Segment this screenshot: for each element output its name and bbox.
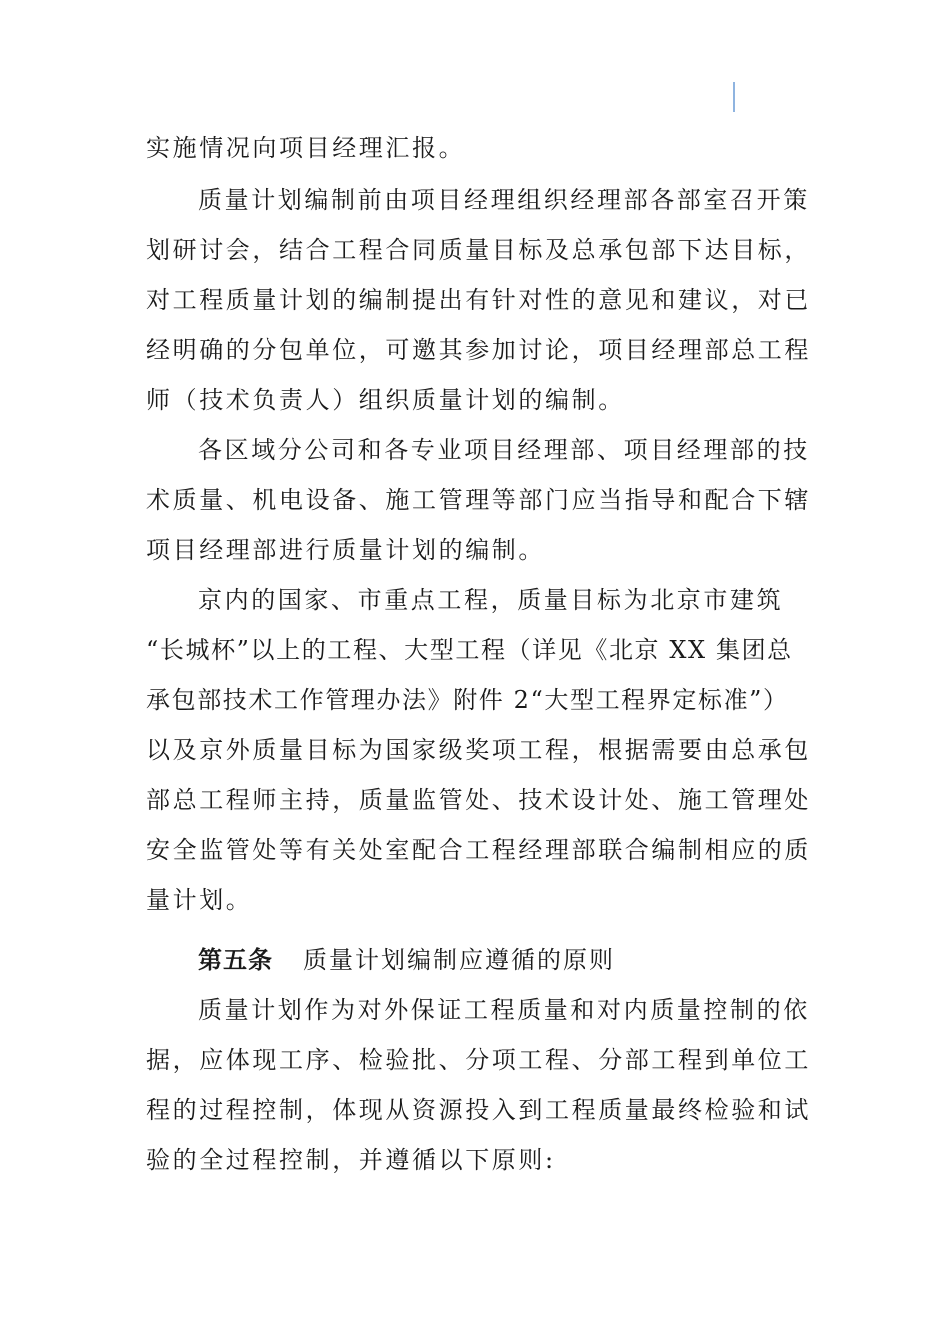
text-cursor-marker <box>733 82 735 112</box>
section-paragraph-line-4: 验的全过程控制，并遵循以下原则: <box>146 1146 556 1174</box>
section-title: 质量计划编制应遵循的原则 <box>303 946 615 974</box>
paragraph-2-line-2: 划研讨会，结合工程合同质量目标及总承包部下达目标， <box>146 236 811 264</box>
section-heading <box>198 940 615 980</box>
section-paragraph-line-1: 质量计划作为对外保证工程质量和对内质量控制的依 <box>198 996 810 1024</box>
paragraph-2-line-4: 经明确的分包单位，可邀其参加讨论，项目经理部总工程 <box>146 336 811 364</box>
paragraph-2-line-1: 质量计划编制前由项目经理组织经理部各部室召开策 <box>198 186 810 214</box>
paragraph-4-line-4: 以及京外质量目标为国家级奖项工程，根据需要由总承包 <box>146 736 811 764</box>
paragraph-4-line-1: 京内的国家、市重点工程，质量目标为北京市建筑 <box>198 586 784 614</box>
section-paragraph-line-2: 据，应体现工序、检验批、分项工程、分部工程到单位工 <box>146 1046 811 1074</box>
paragraph-4-line-5: 部总工程师主持，质量监管处、技术设计处、施工管理处 <box>146 786 811 814</box>
section-paragraph-line-3: 程的过程控制，体现从资源投入到工程质量最终检验和试 <box>146 1096 811 1124</box>
paragraph-4-line-2: “长城杯”以上的工程、大型工程（详见《北京 XX 集团总 <box>146 636 793 664</box>
paragraph-1-line-1: 实施情况向项目经理汇报。 <box>146 134 466 162</box>
paragraph-2-line-3: 对工程质量计划的编制提出有针对性的意见和建议，对已 <box>146 286 811 314</box>
paragraph-4-line-7: 量计划。 <box>146 886 253 914</box>
paragraph-4-line-6: 安全监管处等有关处室配合工程经理部联合编制相应的质 <box>146 836 811 864</box>
paragraph-4-line-3: 承包部技术工作管理办法》附件 2“大型工程界定标准”） <box>146 686 789 714</box>
paragraph-3-line-2: 术质量、机电设备、施工管理等部门应当指导和配合下辖 <box>146 486 811 514</box>
paragraph-3-line-3: 项目经理部进行质量计划的编制。 <box>146 536 545 564</box>
paragraph-2-line-5: 师（技术负责人）组织质量计划的编制。 <box>146 386 625 414</box>
paragraph-3-line-1: 各区域分公司和各专业项目经理部、项目经理部的技 <box>198 436 810 464</box>
section-number: 第五条 <box>198 945 273 974</box>
